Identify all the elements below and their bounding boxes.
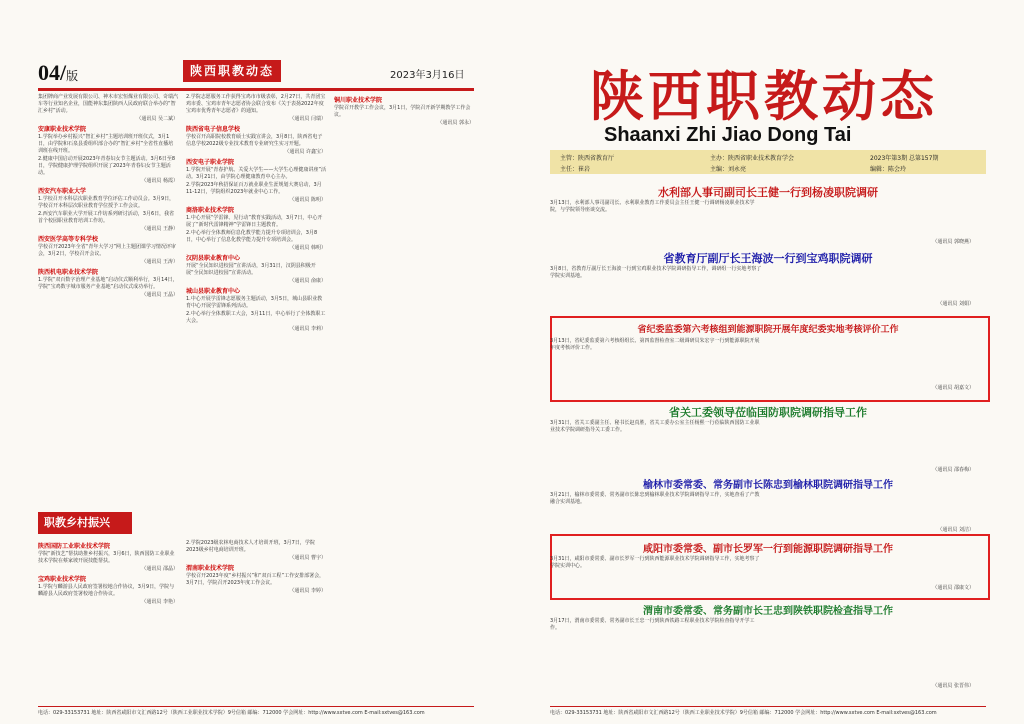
article-body-2: 3月8日，省教育厅副厅长王海波一行到宝鸡职业技术学院调研指导工作，调研组一行实地考察了学院实训基地。 <box>550 266 762 279</box>
article-signature: （通讯员 王晶） <box>141 292 178 298</box>
article-paragraph: 1.学校召开本科层次职业教育学位评估工作动员会。3月9日，学校召开本科层次职业教育学位授予工作会议。 <box>38 196 175 209</box>
publication-info <box>550 150 986 174</box>
article-sign-1: （通讯员 郭晓燕） <box>932 239 974 245</box>
article-signature: （通讯员 许鑫宝） <box>284 149 326 155</box>
article-paragraph: 2.学院志愿服务工作获得宝鸡市市级表彰，2月27日，共青团宝鸡市委、宝鸡市青年志愿者协会联合发布《关于表扬2022年度宝鸡市优秀青年志愿者》的通知。 <box>186 94 326 114</box>
column-3 <box>334 94 474 506</box>
article-paragraph: 学校召开2023年度“乡村振兴”和“双百工程”工作安排部署会，3月7日，学院召开2023年度工作会议。 <box>186 573 325 586</box>
article-paragraph: 1.学院举办乡村振兴“智汇乡村”主题培训班开班仪式，3月1日，由学院和石泉县委组织部合办的“智汇乡村”全省性直播培训班在线开班。 <box>38 134 174 154</box>
article-paragraph: 2.学院2023级农林电商技术人才培训开班，3月7日，学院2023级乡村电商培训开班。 <box>186 540 315 553</box>
article-heading: 陕西省电子信息学校 <box>186 126 241 133</box>
article-title-2: 省教育厅副厅长王海波一行到宝鸡职院调研 <box>663 252 873 265</box>
article-title-5: 榆林市委常委、常务副市长陈忠到榆林职院调研指导工作 <box>643 480 893 491</box>
article-signature: （通讯员 杨霞） <box>141 178 178 184</box>
article-title-7: 渭南市委常委、常务副市长王忠到陕铁职院检查指导工作 <box>643 606 893 617</box>
article-paragraph: 学校召开2023年全省“青年大学习”网上主题团课学习情况评审会，3月2日，学校召开会议。 <box>38 244 176 257</box>
article-heading: 安康职业技术学院 <box>38 126 87 133</box>
editor-in-chief: 主编：刘永亮 <box>710 166 747 173</box>
article-paragraph: 2.学院2023年秋招保证百万就业职业生涯规划大赛启动，3月11-12日，学院组织2023年就业中心工作。 <box>186 182 322 195</box>
section-banner: 职教乡村振兴 <box>38 512 132 534</box>
article-heading: 陕西国防工业职业技术学院 <box>38 543 111 550</box>
article-paragraph: 学院“新技艺”帮扶助推乡村振兴，3月6日，陕西国防工业职业技术学院在蔡家坡开展技能帮扶。 <box>38 551 175 564</box>
article-paragraph: 集团牌商产业发展有限公司、神木市宏恒煤业有限公司、奇瑞汽车等行业知名企业，国能神东集团陕西人民政府联合举办的“智汇乡村”活动。 <box>38 94 179 114</box>
article-paragraph: 1.学院与麟游县人民政府签署校地合作协议，3月9日，学院与麟游县人民政府签署校地合作协议。 <box>38 584 175 597</box>
article-sign-6: （通讯员 邵康文） <box>932 585 974 591</box>
article-signature: （通讯员 李艳） <box>141 599 178 605</box>
article-body-1: 3月13日，水利部人事司副司长、水利职业教育工作委员会主任王健一行调研杨凌职业技术学院，与学院领导座谈交流。 <box>550 200 755 213</box>
article-paragraph: 1.学院“双百数字治理产业基地”启动仪式顺利举行，3月14日，学院“宝鸡数字城市服务产业基地”启动仪式成功举行。 <box>38 277 178 290</box>
article-heading: 渭南职业技术学院 <box>186 565 235 572</box>
article-paragraph: 2.西安汽车职业大学开展工作坊系列研讨活动，3月6日，我省首个校园职业教育培训工作坊。 <box>38 211 175 224</box>
president: 主任：崔岩 <box>560 166 591 173</box>
article-title-6: 咸阳市委常委、副市长罗军一行到能源职院调研指导工作 <box>643 544 893 555</box>
editor: 编辑：陈会玲 <box>870 166 907 173</box>
article-title-4: 省关工委领导莅临国防职院调研指导工作 <box>669 406 867 419</box>
article-heading: 汉阴县职业教育中心 <box>186 255 241 262</box>
column-2 <box>186 94 326 506</box>
article-body-6: 3月31日，咸阳市委常委、副市长罗军一行到陕西能源职业技术学院调研指导工作，实地考察了学院实训中心。 <box>550 556 760 569</box>
issue-date: 2023年3月16日 <box>390 70 465 81</box>
article-sign-5: （通讯员 刘洁） <box>937 527 974 533</box>
organizer: 主办：陕西省职业技术教育学会 <box>710 155 795 162</box>
article-signature: （通讯员 王涛） <box>141 259 178 265</box>
article-signature: （通讯员 郭永） <box>437 120 474 126</box>
sponsor: 主管：陕西省教育厅 <box>560 155 615 162</box>
article-paragraph: 1.中心开展“学雷锋、见行动”教育实践活动，3月7日，中心开展了“新时代雷锋精神”学雷锋日主题教育。 <box>186 215 323 228</box>
article-heading: 西安电子职业学院 <box>186 159 235 166</box>
article-paragraph: 开展“全民知识进校园”宣讲活动，3月31日，汉阴县积极开展“全民知识进校园”宣讲活动。 <box>186 263 316 276</box>
issue-number: 2023年第3期 总第157期 <box>870 155 939 162</box>
article-heading: 西安医学高等专科学校 <box>38 236 99 243</box>
header-rule <box>38 88 474 91</box>
article-body-5: 3月21日，榆林市委常委、常务副市长陈忠到榆林职业技术学院调研指导工作，实地查看了产教融合实训基地。 <box>550 492 760 505</box>
article-heading: 西安汽车职业大学 <box>38 188 87 195</box>
article-paragraph: 学院召开教学工作会议，3月1日，学院召开新学期教学工作会议。 <box>334 105 471 118</box>
article-signature: （通讯员 曹宇） <box>289 555 326 561</box>
article-title-3: 省纪委监委第六考核组到能源职院开展年度纪委实地考核评价工作 <box>637 325 899 335</box>
article-heading: 铜川职业技术学院 <box>334 97 383 104</box>
article-signature: （通讯员 韩明） <box>289 245 326 251</box>
article-body-3: 3月13日，省纪委监委第六考核组组长、第四监督检查室二级调研员朱宏宇一行到能源职院开展年度考核评价工作。 <box>550 338 760 351</box>
masthead-pinyin: Shaanxi Zhi Jiao Dong Tai <box>604 124 852 146</box>
article-paragraph: 2.中心举行全体教职工大会，3月11日，中心举行了全体教职工大会。 <box>186 311 326 324</box>
article-sign-2: （通讯员 刘娟） <box>937 301 974 307</box>
page-number: 04/版 <box>38 60 79 85</box>
article-heading: 宝鸡职业技术学院 <box>38 576 87 583</box>
column-2-bottom <box>186 540 326 700</box>
article-paragraph: 2.健康中国启动开展2023年青春妇女节主题活动。3月6日至8日，学院健康护理学院组织开展了2023年青春妇女节主题活动。 <box>38 156 176 176</box>
article-body-7: 3月17日，渭南市委常委、常务副市长王忠一行到陕西铁路工程职业技术学院检查指导开学工作。 <box>550 618 755 631</box>
right-footer: 电话：029-33153731 地址：陕西省咸阳市文汇西路12号（陕西工业职业技术学院）9号信箱 邮编：712000 学会网址：http://www.sxtve.com E-mail:sxtves@163.com <box>550 706 986 716</box>
article-signature: （通讯员 王静） <box>141 226 178 232</box>
article-signature: （通讯员 俞康） <box>289 278 326 284</box>
article-signature: （通讯员 闫瑞） <box>289 116 326 122</box>
column-1 <box>38 94 178 506</box>
article-paragraph: 2.中心举行全体教师信息化教学能力提升专项培训会，3月8日，中心举行了信息化教学能力提升专项培训会。 <box>186 230 318 243</box>
article-paragraph: 1.中心开展学雷锋志愿服务主题活动，3月5日，城山县职业教育中心开展学雷锋系列活动。 <box>186 296 323 309</box>
article-sign-4: （通讯员 邵春梅） <box>932 467 974 473</box>
left-footer: 电话：029-33153731 地址：陕西省咸阳市文汇西路12号（陕西工业职业技术学院）9号信箱 邮编：712000 学会网址：http://www.sxtve.com E-mail:sxtves@163.com <box>38 706 474 716</box>
article-body-4: 3月31日，省关工委副主任、秘书长赵真胜，省关工委办公室主任杨熙一行莅临陕西国防工业职业技术学院调研指导关工委工作。 <box>550 420 760 433</box>
article-heading: 商洛职业技术学院 <box>186 207 235 214</box>
article-heading: 陕西机电职业技术学院 <box>38 269 99 276</box>
article-signature: （通讯员 陈明） <box>289 197 326 203</box>
article-sign-7: （通讯员 张晋伟） <box>932 683 974 689</box>
article-title-1: 水利部人事司副司长王健一行到杨凌职院调研 <box>658 186 878 199</box>
article-paragraph: 1.学院开展“青春护航、关爱大学生——大学生心理健康讲座”活动。3月21日，由学院心理健康教育中心主办。 <box>186 167 326 180</box>
article-sign-3: （通讯员 胡嘉文） <box>932 385 974 391</box>
article-paragraph: 学校召开高职院校教育硕士实践宣讲会，3月8日，陕西省电子信息学校2022级专业技术教育专业研究生实习开题。 <box>186 134 323 147</box>
article-signature: （通讯员 李莉） <box>289 326 326 332</box>
article-heading: 城山县职业教育中心 <box>186 288 241 295</box>
column-1-bottom <box>38 540 178 700</box>
article-signature: （通讯员 吴二斌） <box>136 116 178 122</box>
page-banner: 陕西职教动态 <box>183 60 281 82</box>
right-page <box>512 0 1024 724</box>
article-signature: （通讯员 李婷） <box>289 588 326 594</box>
masthead: 陕西职教动态 <box>590 64 938 128</box>
article-signature: （通讯员 邵晶） <box>141 566 178 572</box>
